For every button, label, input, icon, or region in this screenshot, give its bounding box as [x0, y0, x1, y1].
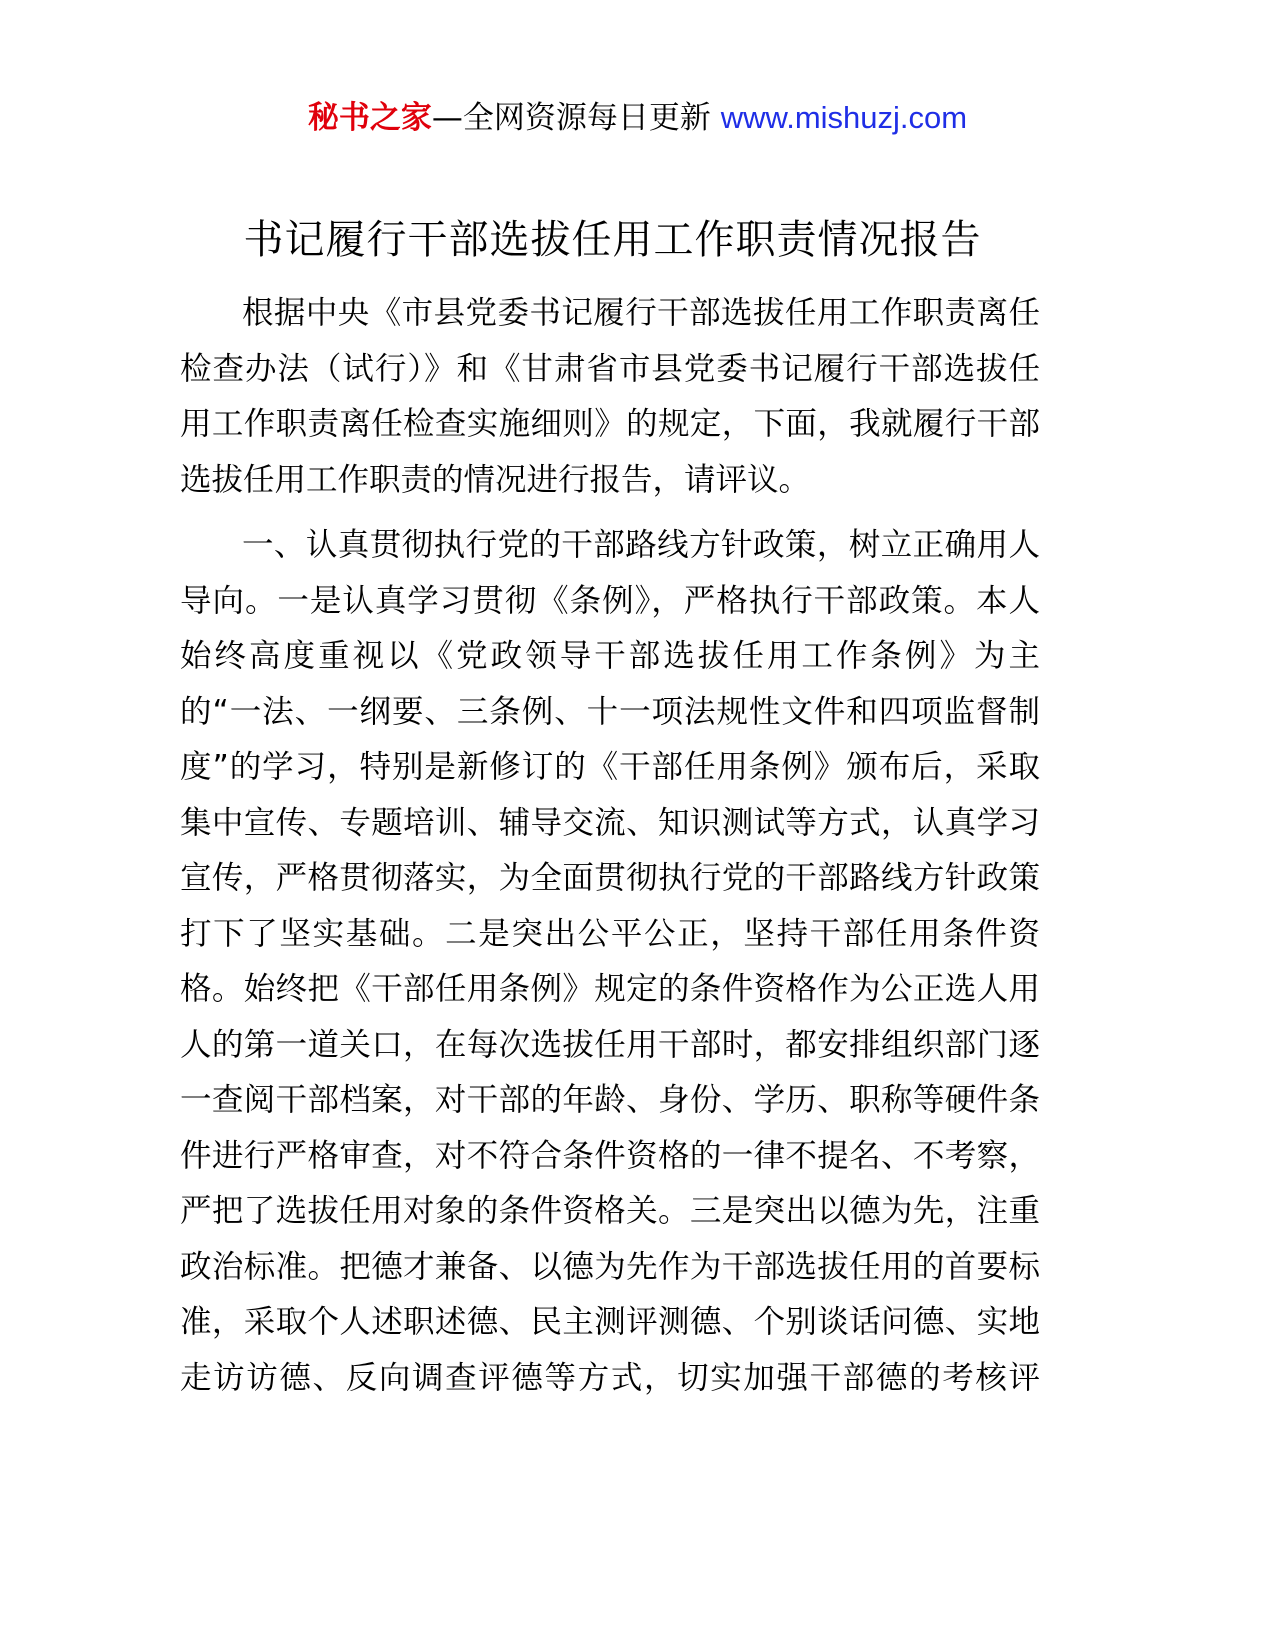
- text-line: 政治标准。把德才兼备、以德为先作为干部选拔任用的首要标: [180, 1248, 1040, 1285]
- document-title: 书记履行干部选拔任用工作职责情况报告: [243, 217, 982, 263]
- text-line: 人的第一道关口，在每次选拔任用干部时，都安排组织部门逐: [180, 1026, 1040, 1063]
- paragraph-intro: [180, 286, 1040, 508]
- text-line: 准，采取个人述职述德、民主测评测德、个别谈话问德、实地: [180, 1304, 1040, 1340]
- header-slogan: —全网资源每日更新: [431, 100, 721, 136]
- text-line: 件进行严格审查，对不符合条件资格的一律不提名、不考察，: [180, 1137, 1040, 1174]
- text-line: 检查办法（试行）》和《甘肃省市县党委书记履行干部选拔任: [180, 350, 1040, 387]
- text-line: 根据中央《市县党委书记履行干部选拔任用工作职责离任: [242, 295, 1040, 331]
- site-url-link[interactable]: www.mishuzj.com: [720, 100, 968, 135]
- text-line: 的“一法、一纲要、三条例、十一项法规性文件和四项监督制: [180, 693, 1040, 730]
- text-line: 选拔任用工作职责的情况进行报告，请评议。: [180, 461, 811, 498]
- text-line: 打下了坚实基础。二是突出公平公正，坚持干部任用条件资: [180, 915, 1040, 952]
- text-line: 走访访德、反向调查评德等方式，切实加强干部德的考核评: [180, 1359, 1040, 1396]
- text-line: 一、认真贯彻执行党的干部路线方针政策，树立正确用人: [242, 527, 1040, 563]
- brand-name: 秘书之家: [307, 100, 432, 136]
- text-line: 导向。一是认真学习贯彻《条例》，严格执行干部政策。本人: [180, 582, 1040, 619]
- text-line: 宣传，严格贯彻落实，为全面贯彻执行党的干部路线方针政策: [180, 860, 1040, 896]
- text-line: 用工作职责离任检查实施细则》的规定，下面，我就履行干部: [180, 406, 1040, 442]
- text-line: 严把了选拔任用对象的条件资格关。三是突出以德为先，注重: [180, 1193, 1040, 1229]
- text-line: 始终高度重视以《党政领导干部选拔任用工作条例》为主: [180, 638, 1040, 674]
- text-line: 集中宣传、专题培训、辅导交流、知识测试等方式，认真学习: [180, 804, 1040, 841]
- text-line: 一查阅干部档案，对干部的年龄、身份、学历、职称等硬件条: [180, 1082, 1040, 1118]
- text-line: 格。始终把《干部任用条例》规定的条件资格作为公正选人用: [180, 971, 1040, 1007]
- site-header: [0, 96, 1275, 140]
- text-line: 度”的学习，特别是新修订的《干部任用条例》颁布后，采取: [180, 749, 1040, 785]
- paragraph-section-1: [180, 518, 1040, 1406]
